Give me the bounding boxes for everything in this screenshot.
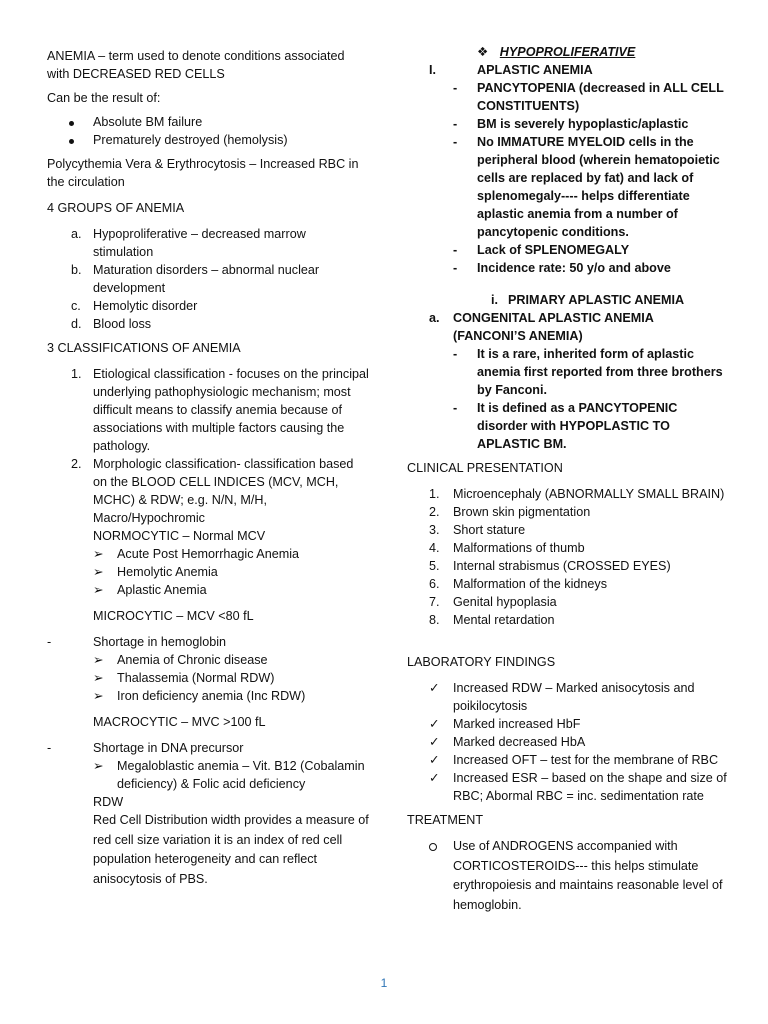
list-item: 2. Morphologic classification- classification based on the BLOOD CELL INDICES (MCV, MCH, MCHC) & RDW; e.g. N/N, M/H, Macro/Hypochromic — [71, 457, 354, 525]
list-item: 1. Etiological classification - focuses on the principal underlying pathophysiologic mechanism; most difficult means to classify anemia because of associations with multiple factors causing the pathology. — [71, 367, 369, 453]
causes-list — [47, 113, 369, 149]
list-item: ✓ Marked decreased HbA — [429, 735, 586, 749]
list-item: 4. Malformations of thumb — [429, 541, 585, 555]
list-item: d. Blood loss — [71, 317, 152, 331]
macrocytic-heading: MACROCYTIC – MVC >100 fL — [93, 715, 266, 729]
arrow-bullet-icon: ➢ — [93, 565, 104, 579]
congenital-list — [407, 345, 729, 453]
list-item: - Shortage in DNA precursor — [47, 741, 244, 755]
right-column — [407, 43, 729, 915]
page-number: 1 — [380, 976, 388, 990]
list-item: b. Maturation disorders – abnormal nuclear development — [71, 263, 320, 295]
bullet-icon — [69, 139, 74, 144]
rdw-heading: RDW — [93, 795, 124, 809]
list-item: 3. Short stature — [429, 523, 526, 537]
classifications-heading: 3 CLASSIFICATIONS OF ANEMIA — [47, 341, 241, 355]
list-item: - It is defined as a PANCYTOPENIC disorder with HYPOPLASTIC TO APLASTIC BM. — [453, 401, 678, 451]
clinical-heading: CLINICAL PRESENTATION — [407, 461, 563, 475]
list-item: - No IMMATURE MYELOID cells in the peripheral blood (wherein hematopoietic cells are replaced by fat) and lack of splenomegaly---- helps differentiate aplastic anemia from a number of pancytopenic conditions. — [453, 135, 720, 239]
list-item: ➢ Acute Post Hemorrhagic Anemia — [93, 547, 299, 561]
list-item: ➢ Thalassemia (Normal RDW) — [93, 671, 275, 685]
list-item: Absolute BM failure — [47, 113, 369, 131]
list-item: ➢ Aplastic Anemia — [93, 583, 207, 597]
left-column — [47, 47, 369, 889]
arrow-bullet-icon: ➢ — [93, 759, 104, 773]
list-item: ✓ Increased RDW – Marked anisocytosis and poikilocytosis — [429, 681, 695, 713]
clinical-list — [407, 485, 729, 629]
rdw-text: Red Cell Distribution width provides a measure of red cell size variation it is an index of red cell population heterogeneity and can reflect anisocytosis of PBS. — [93, 813, 369, 886]
list-item: 2. Brown skin pigmentation — [429, 505, 591, 519]
list-item: Prematurely destroyed (hemolysis) — [47, 131, 369, 149]
check-icon: ✓ — [429, 771, 440, 785]
list-item: 8. Mental retardation — [429, 613, 555, 627]
arrow-bullet-icon: ➢ — [93, 689, 104, 703]
list-item: ➢ Hemolytic Anemia — [93, 565, 218, 579]
list-item: 5. Internal strabismus (CROSSED EYES) — [429, 559, 671, 573]
groups-list — [47, 225, 369, 333]
arrow-bullet-icon: ➢ — [93, 547, 104, 561]
aplastic-heading: I. APLASTIC ANEMIA — [429, 63, 593, 77]
list-item: ✓ Increased OFT – test for the membrane of RBC — [429, 753, 719, 767]
treatment-heading: TREATMENT — [407, 813, 484, 827]
diamond-bullet-icon: ❖ — [477, 45, 489, 59]
list-item: - PANCYTOPENIA (decreased in ALL CELL CONSTITUENTS) — [453, 81, 724, 113]
normocytic-heading: NORMOCYTIC – Normal MCV — [93, 529, 266, 543]
list-item: - Shortage in hemoglobin — [47, 635, 227, 649]
bullet-icon — [69, 121, 74, 126]
list-item: ➢ Iron deficiency anemia (Inc RDW) — [93, 689, 306, 703]
list-item: - BM is severely hypoplastic/aplastic — [453, 117, 689, 131]
list-item: - Incidence rate: 50 y/o and above — [453, 261, 671, 275]
list-item: a. Hypoproliferative – decreased marrow stimulation — [71, 227, 306, 259]
aplastic-list — [407, 79, 729, 277]
lab-heading: LABORATORY FINDINGS — [407, 655, 556, 669]
list-item: - Lack of SPLENOMEGALY — [453, 243, 630, 257]
list-item: ✓ Increased ESR – based on the shape and size of RBC; Abormal RBC = inc. sedimentation rate — [429, 771, 727, 803]
list-item: 6. Malformation of the kidneys — [429, 577, 607, 591]
list-item: ✓ Marked increased HbF — [429, 717, 581, 731]
primary-aplastic-heading: i. PRIMARY APLASTIC ANEMIA — [491, 293, 685, 307]
check-icon: ✓ — [429, 681, 440, 695]
microcytic-heading: MICROCYTIC – MCV <80 fL — [93, 609, 254, 623]
polycythemia-text: Polycythemia Vera & Erythrocytosis – Increased RBC in the circulation — [47, 157, 359, 189]
treatment-list — [407, 837, 729, 915]
groups-heading: 4 GROUPS OF ANEMIA — [47, 201, 185, 215]
list-item: Use of ANDROGENS accompanied with CORTICOSTEROIDS--- this helps stimulate erythropoiesis and maintains reasonable level of hemoglobin. — [407, 837, 729, 915]
lab-list — [407, 679, 729, 805]
list-item: ➢ Megaloblastic anemia – Vit. B12 (Cobalamin deficiency) & Folic acid deficiency — [93, 759, 365, 791]
check-icon: ✓ — [429, 735, 440, 749]
circle-bullet-icon — [429, 843, 437, 851]
arrow-bullet-icon: ➢ — [93, 671, 104, 685]
classifications-list — [47, 365, 369, 889]
arrow-bullet-icon: ➢ — [93, 583, 104, 597]
list-item: 7. Genital hypoplasia — [429, 595, 557, 609]
arrow-bullet-icon: ➢ — [93, 653, 104, 667]
hypoproliferative-heading: ❖ HYPOPROLIFERATIVE — [477, 45, 636, 59]
list-item: 1. Microencephaly (ABNORMALLY SMALL BRAIN) — [429, 487, 725, 501]
check-icon: ✓ — [429, 717, 440, 731]
check-icon: ✓ — [429, 753, 440, 767]
list-item: c. Hemolytic disorder — [71, 299, 198, 313]
congenital-heading: a. CONGENITAL APLASTIC ANEMIA (FANCONI’S ANEMIA) — [429, 311, 654, 343]
result-intro: Can be the result of: — [47, 91, 161, 105]
list-item: - It is a rare, inherited form of aplastic anemia first reported from three brothers by Fanconi. — [453, 347, 723, 397]
anemia-definition: ANEMIA – term used to denote conditions associated with DECREASED RED CELLS — [47, 49, 345, 81]
list-item: ➢ Anemia of Chronic disease — [93, 653, 268, 667]
